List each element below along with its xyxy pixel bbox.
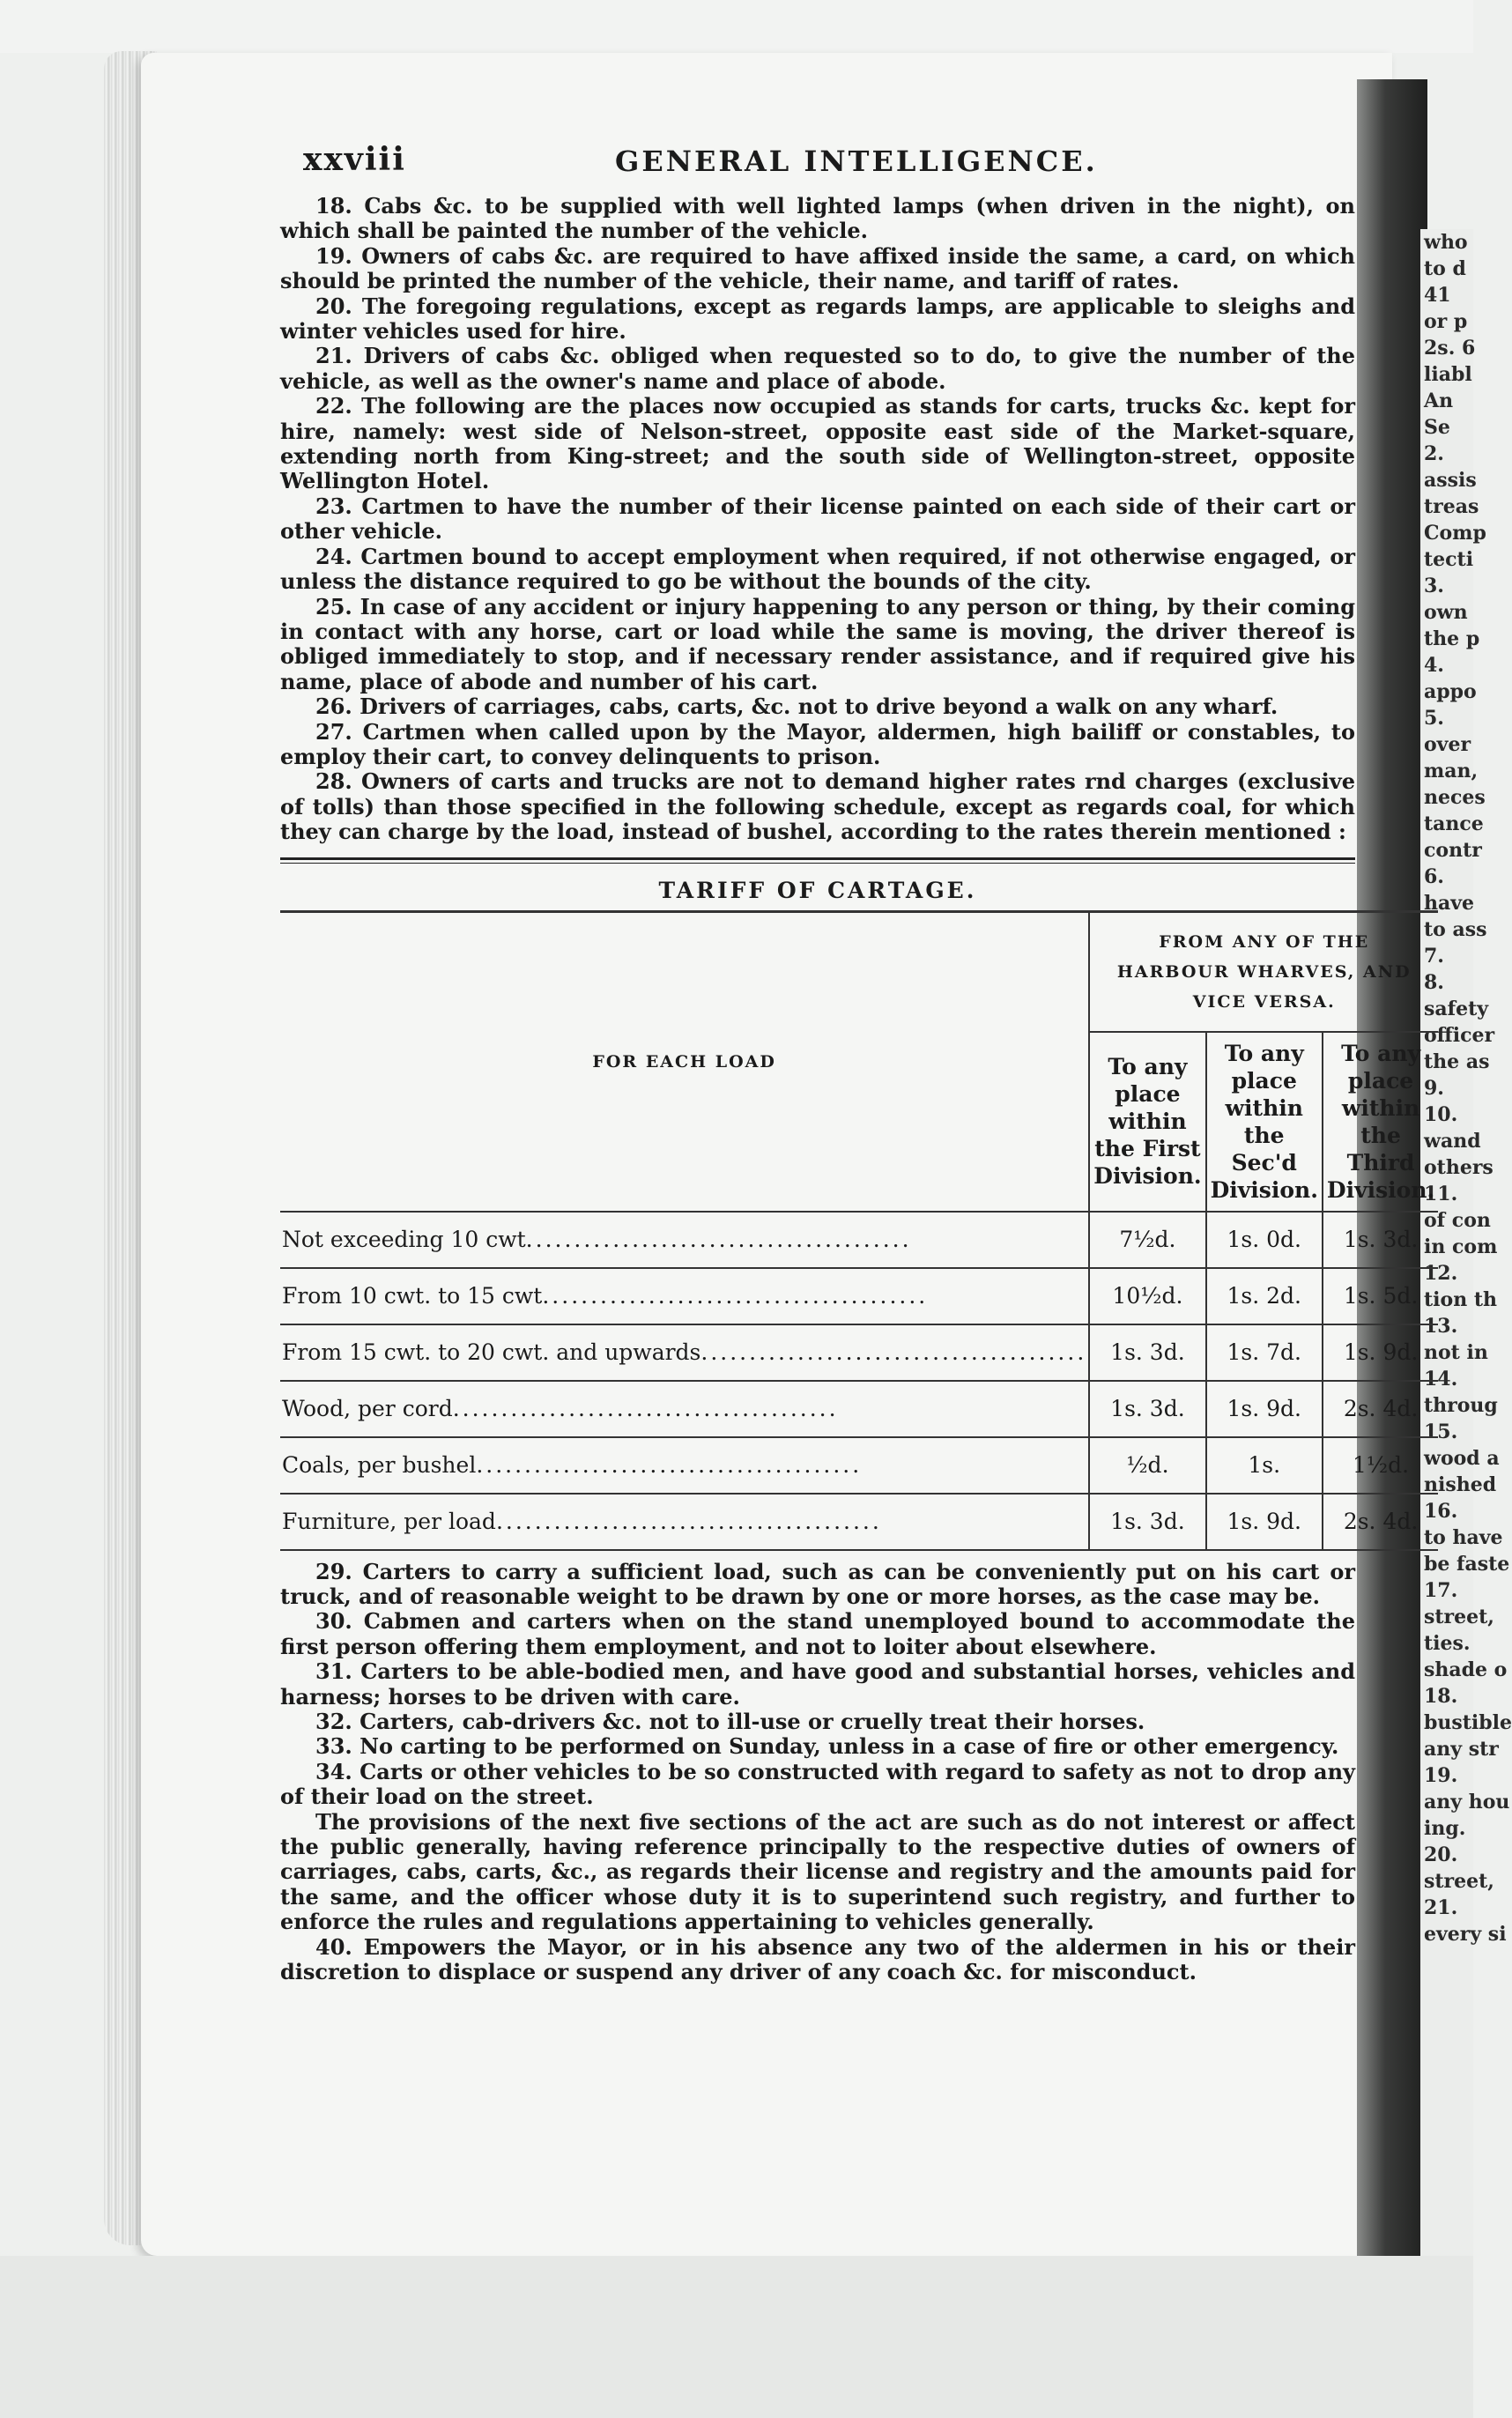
next-page-text-fragment: 14.	[1424, 1368, 1458, 1391]
next-page-text-fragment: others	[1424, 1156, 1493, 1179]
next-page-text-fragment: 8.	[1424, 971, 1444, 994]
next-page-text-fragment: 17.	[1424, 1579, 1458, 1602]
tariff-row	[280, 1324, 1438, 1381]
tariff-rate-cell: 7½d.	[1089, 1212, 1205, 1268]
next-page-text-fragment: every si	[1424, 1923, 1507, 1946]
tariff-row-label-text: From 10 cwt. to 15 cwt	[282, 1283, 543, 1309]
tariff-row-label-text: Furniture, per load	[282, 1509, 496, 1535]
leader-dots: ........................................	[700, 1339, 1087, 1366]
next-page-text-fragment: 6.	[1424, 865, 1444, 888]
next-page-text-fragment: An	[1424, 389, 1454, 412]
next-page-text-fragment: 13.	[1424, 1315, 1458, 1338]
next-page-text-fragment: the p	[1424, 627, 1480, 650]
next-page-text-fragment: tecti	[1424, 548, 1474, 571]
next-page-text-fragment: ties.	[1424, 1632, 1471, 1655]
tariff-rate-cell: ½d.	[1089, 1437, 1205, 1494]
paragraph-22: 22. The following are the places now occupied as stands for carts, trucks &c. kept for hire, namely: west side of Nelson-street, opposite east side of the Market-square, extending north from King-street; and the south side of Wellington-street, opposite Wellington Hotel.	[280, 393, 1355, 494]
tariff-rate-cell: 1s. 3d.	[1089, 1324, 1205, 1381]
tariff-body	[280, 1212, 1438, 1550]
tariff-rate-cell: 10½d.	[1089, 1268, 1205, 1324]
leader-dots: ........................................	[476, 1452, 863, 1479]
tariff-rate-cell: 1½d.	[1323, 1437, 1438, 1494]
next-page-text-fragment: to ass	[1424, 918, 1487, 941]
tariff-rate-cell: 1s. 3d.	[1089, 1494, 1205, 1550]
next-page-text-fragment: 5.	[1424, 707, 1444, 730]
next-page-text-fragment: ing.	[1424, 1817, 1466, 1840]
next-page-text-fragment: assis	[1424, 469, 1477, 492]
next-page-text-fragment: any hou	[1424, 1791, 1510, 1814]
double-rule-divider	[280, 857, 1355, 864]
tariff-rate-cell: 1s. 5d.	[1323, 1268, 1438, 1324]
paragraph-27: 27. Cartmen when called upon by the Mayor, aldermen, high bailiff or constables, to employ their cart, to convey delinquents to prison.	[280, 718, 1355, 769]
next-page-text-fragment: appo	[1424, 680, 1477, 703]
paragraph-21: 21. Drivers of cabs &c. obliged when requested so to do, to give the number of the vehicle, as well as the owner's name and place of abode.	[280, 343, 1355, 394]
column-third-division: To any place within the Third Division.	[1323, 1032, 1438, 1212]
paragraph-34: 34. Carts or other vehicles to be so constructed with regard to safety as not to drop any of their load on the street.	[280, 1758, 1355, 1810]
paragraph-32: 32. Carters, cab-drivers &c. not to ill-use or cruelly treat their horses.	[315, 1709, 1145, 1734]
tariff-row-label-text: Coals, per bushel	[282, 1452, 477, 1479]
paragraph-23: 23. Cartmen to have the number of their license painted on each side of their cart or other vehicle.	[280, 493, 1355, 545]
next-page-text-fragment: man,	[1424, 760, 1479, 783]
next-page-text-fragment: 4.	[1424, 654, 1444, 677]
next-page-text-fragment: to have	[1424, 1526, 1503, 1549]
next-page-text-fragment: street,	[1424, 1870, 1494, 1893]
next-page-text-fragment: 41	[1424, 284, 1451, 307]
next-page-text-fragment: 21.	[1424, 1896, 1458, 1919]
leader-dots: ........................................	[495, 1509, 882, 1535]
next-page-text-fragment: not in	[1424, 1341, 1488, 1364]
paragraph-29: 29. Carters to carry a sufficient load, such as can be conveniently put on his cart or truck, and of reasonable weight to be drawn by one or more horses, as the case may be.	[280, 1558, 1355, 1609]
paragraph-31: 31. Carters to be able-bodied men, and have good and substantial horses, vehicles and harness; horses to be driven with care.	[280, 1658, 1355, 1710]
tariff-rate-cell: 2s. 4d.	[1323, 1381, 1438, 1437]
paragraph-provisions: The provisions of the next five sections of the act are such as do not interest or affect the public generally, having reference principally to the respective duties of owners of carriages, cabs, carts, &c., as regards their license and registry and the amounts paid for the same, and the officer whose duty it is to superintend such registry, and further to enforce the rules and regulations appertaining to vehicles generally.	[280, 1808, 1355, 1935]
next-page-text-fragment: 19.	[1424, 1764, 1458, 1787]
tariff-row-label-text: Wood, per cord	[282, 1396, 453, 1422]
from-harbour-header: FROM ANY OF THE HARBOUR WHARVES, AND VICE VERSA.	[1089, 911, 1438, 1032]
next-page-text-fragment: over	[1424, 733, 1471, 756]
tariff-rate-cell: 1s.	[1206, 1437, 1323, 1494]
next-page-text-fragment: 3.	[1424, 575, 1444, 597]
paragraph-26: 26. Drivers of carriages, cabs, carts, &c. not to drive beyond a walk on any wharf.	[315, 694, 1279, 720]
next-page-text-fragment: wand	[1424, 1130, 1481, 1153]
next-page-text-fragment: own	[1424, 601, 1468, 624]
next-page-text-fragment: 12.	[1424, 1262, 1458, 1285]
tariff-row	[280, 1437, 1438, 1494]
next-page-text-fragment: 15.	[1424, 1420, 1458, 1443]
next-page-text-fragment: throug	[1424, 1394, 1498, 1417]
next-page-text-fragment: 2.	[1424, 442, 1444, 465]
next-page-text-fragment: or p	[1424, 310, 1468, 333]
next-page-text-fragment: 7.	[1424, 945, 1444, 968]
tariff-rate-cell: 1s. 3d.	[1323, 1212, 1438, 1268]
next-page-text-fragment: bustible	[1424, 1711, 1512, 1734]
next-page-text-fragment: shade o	[1424, 1658, 1508, 1681]
tariff-row	[280, 1212, 1438, 1268]
tariff-row-label	[280, 1268, 1089, 1324]
scan-background-top	[0, 0, 1473, 53]
tariff-row-label	[280, 1494, 1089, 1550]
next-page-text-fragment: any str	[1424, 1738, 1499, 1761]
next-page-text-fragment: street,	[1424, 1606, 1494, 1628]
page-number: xxviii	[303, 141, 406, 178]
next-page-text-fragment: tance	[1424, 812, 1484, 835]
tariff-rate-cell: 1s. 9d.	[1206, 1494, 1323, 1550]
tariff-row	[280, 1381, 1438, 1437]
paragraph-24: 24. Cartmen bound to accept employment when required, if not otherwise engaged, or unless the distance required to go be without the bounds of the city.	[280, 543, 1355, 595]
next-page-text-fragment: Comp	[1424, 522, 1486, 545]
next-page-text-fragment: 10.	[1424, 1103, 1458, 1126]
next-page-text-fragment: 2s. 6	[1424, 337, 1476, 360]
next-page-text-fragment: to d	[1424, 257, 1466, 280]
tariff-header-row	[280, 911, 1438, 1032]
paragraph-25: 25. In case of any accident or injury happening to any person or thing, by their coming in contact with any horse, cart or load while the same is moving, the driver thereof is obliged immediately to stop, and if necessary render assistance, and if required give his name, place of abode and number of his cart.	[280, 593, 1355, 694]
tariff-row-label-text: Not exceeding 10 cwt	[282, 1227, 526, 1253]
row-header-for-each-load: FOR EACH LOAD	[280, 911, 1089, 1212]
tariff-rate-cell: 2s. 4d.	[1323, 1494, 1438, 1550]
next-page-text-fragment: nished	[1424, 1473, 1497, 1496]
tariff-row-label	[280, 1212, 1089, 1268]
paragraph-30: 30. Cabmen and carters when on the stand unemployed bound to accommodate the first person offering them employment, and not to loiter about elsewhere.	[280, 1608, 1355, 1659]
tariff-rate-cell: 1s. 9d.	[1206, 1381, 1323, 1437]
column-first-division: To any place within the First Division.	[1089, 1032, 1205, 1212]
paragraph-19: 19. Owners of cabs &c. are required to have affixed inside the same, a card, on which should be printed the number of the vehicle, their name, and tariff of rates.	[280, 242, 1355, 294]
next-page-text-fragment: be faste	[1424, 1553, 1510, 1576]
column-second-division: To any place within the Sec'd Division.	[1206, 1032, 1323, 1212]
next-page-text-fragment: tion th	[1424, 1288, 1498, 1311]
tariff-title: TARIFF OF CARTAGE.	[658, 877, 977, 903]
paragraph-18: 18. Cabs &c. to be supplied with well lighted lamps (when driven in the night), on which shall be painted the number of the vehicle.	[280, 193, 1355, 244]
tariff-row	[280, 1494, 1438, 1550]
leader-dots: ........................................	[542, 1283, 929, 1309]
leader-dots: ........................................	[452, 1396, 839, 1422]
tariff-row-label	[280, 1324, 1089, 1381]
next-page-text-fragment: liabl	[1424, 363, 1472, 386]
paragraph-28: 28. Owners of carts and trucks are not to demand higher rates rnd charges (exclusive of tolls) than those specified in the following schedule, except as regards coal, for which they can charge by the load, instead of bushel, according to the rates therein mentioned :	[280, 768, 1355, 845]
next-page-text-fragment: 20.	[1424, 1843, 1458, 1866]
next-page-text-fragment: 11.	[1424, 1183, 1458, 1205]
next-page-text-fragment: treas	[1424, 495, 1479, 518]
tariff-rate-cell: 1s. 9d.	[1323, 1324, 1438, 1381]
next-page-text-fragment: in com	[1424, 1235, 1498, 1258]
next-page-text-fragment: have	[1424, 892, 1475, 915]
tariff-table	[280, 910, 1438, 1551]
tariff-rate-cell: 1s. 3d.	[1089, 1381, 1205, 1437]
paragraph-40: 40. Empowers the Mayor, or in his absence any two of the aldermen in his or their discretion to displace or suspend any driver of any coach &c. for misconduct.	[280, 1933, 1355, 1985]
tariff-row-label	[280, 1381, 1089, 1437]
next-page-text-fragment: neces	[1424, 786, 1486, 809]
section-before-tariff	[280, 194, 1355, 845]
next-page-text-fragment: officer	[1424, 1024, 1495, 1047]
tariff-rate-cell: 1s. 2d.	[1206, 1268, 1323, 1324]
next-page-text-fragment: contr	[1424, 839, 1482, 862]
next-page-text-fragment: 9.	[1424, 1077, 1444, 1100]
next-page-text-fragment: safety	[1424, 998, 1489, 1020]
tariff-rate-cell: 1s. 0d.	[1206, 1212, 1323, 1268]
running-title: GENERAL INTELLIGENCE.	[615, 145, 1098, 178]
tariff-row-label	[280, 1437, 1089, 1494]
tariff-row	[280, 1268, 1438, 1324]
next-page-text-fragment: who	[1424, 231, 1468, 254]
next-page-text-fragment: 16.	[1424, 1500, 1458, 1523]
next-page-text-fragment: of con	[1424, 1209, 1491, 1232]
next-page-text-fragment: the as	[1424, 1050, 1490, 1073]
scan-background-bottom	[0, 2256, 1473, 2418]
page-content	[280, 130, 1435, 1985]
paragraph-33: 33. No carting to be performed on Sunday, unless in a case of fire or other emergency.	[315, 1733, 1339, 1760]
next-page-text-fragment: Se	[1424, 416, 1450, 439]
leader-dots: ........................................	[525, 1227, 912, 1253]
next-page-text-fragment: wood a	[1424, 1447, 1500, 1470]
section-after-tariff	[280, 1560, 1355, 1985]
tariff-rate-cell: 1s. 7d.	[1206, 1324, 1323, 1381]
page-header	[280, 130, 1355, 194]
paragraph-20: 20. The foregoing regulations, except as regards lamps, are applicable to sleighs and winter vehicles used for hire.	[280, 293, 1355, 345]
tariff-row-label-text: From 15 cwt. to 20 cwt. and upwards	[282, 1339, 701, 1366]
next-page-text-fragment: 18.	[1424, 1685, 1458, 1708]
